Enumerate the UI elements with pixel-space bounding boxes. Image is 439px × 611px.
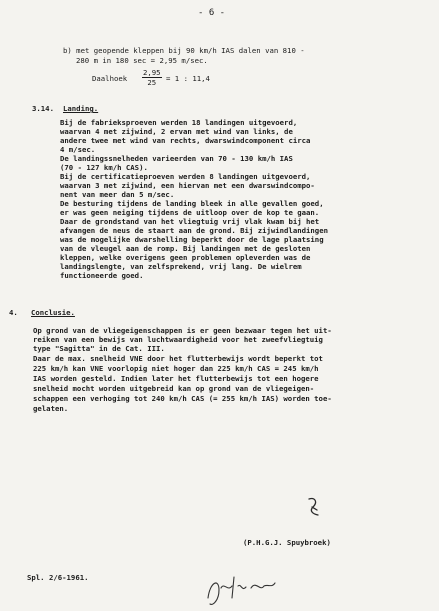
section-314-line-1: Bij de fabrieksproeven werden 18 landingen uitgevoerd, [60, 118, 298, 127]
author-name: (P.H.G.J. Spuybroek) [243, 538, 331, 547]
section-4-line-8: schappen een verhoging tot 240 km/h CAS (= 255 km/h IAS) worden toe- [33, 394, 332, 403]
section-314-line-18: functioneerde goed. [60, 271, 144, 280]
section-4-line-9: gelaten. [33, 404, 69, 413]
initial-mark [304, 496, 324, 520]
section-314-line-6: (70 - 127 km/h CAS). [60, 163, 148, 172]
dive-angle-result: = 1 : 11,4 [166, 74, 210, 83]
section-314-number: 3.14. [32, 104, 54, 113]
section-314-line-2: waarvan 4 met zijwind, 2 ervan met wind van links, de [60, 127, 293, 136]
page-number: - 6 - [198, 8, 226, 18]
section-314-title: Landing. [63, 104, 99, 113]
section-4-title: Conclusie. [31, 308, 75, 317]
section-314-line-14: was de mogelijke dwarshelling beperkt door de lage plaatsing [60, 235, 324, 244]
section-4-line-5: 225 km/h kan VNE voorlopig niet hoger dan 225 km/h CAS = 245 km/h [33, 364, 319, 373]
section-314-line-12: Daar de grondstand van het vliegtuig vrij vlak kwam bij het [60, 217, 320, 226]
section-314-line-4: 4 m/sec. [60, 145, 96, 154]
section-314-line-7: Bij de certificatieproeven werden 8 landingen uitgevoerd, [60, 172, 311, 181]
section-314-line-3: andere twee met wind van rechts, dwarswindcomponent circa [60, 136, 311, 145]
section-314-line-10: De besturing tijdens de landing bleek in alle gevallen goed, [60, 199, 324, 208]
handwritten-signature [204, 568, 278, 608]
footer-date: Spl. 2/6-1961. [27, 573, 89, 582]
item-b-line-2: 280 m in 180 sec = 2,95 m/sec. [76, 56, 208, 65]
section-4-line-4: Daar de max. snelheid VNE door het flutterbewijs wordt beperkt tot [33, 354, 323, 363]
section-314-line-11: er was geen neiging tijdens de uitloop over de kop te gaan. [60, 208, 320, 217]
item-b-line-1: b) met geopende kleppen bij 90 km/h IAS dalen van 810 - [63, 46, 305, 55]
dive-angle-fraction [142, 68, 162, 87]
section-4-line-7: snelheid mocht worden uitgebreid kan op grond van de vliegeigen- [33, 384, 315, 393]
section-4-line-2: reiken van een bewijs van luchtwaardigheid voor het zweefvliegtuig [33, 335, 323, 344]
dive-angle-denominator: 25 [147, 78, 157, 87]
section-4-line-6: IAS worden gesteld. Indien later het flutterbewijs tot een hogere [33, 374, 319, 383]
section-314-line-15: van de vleugel aan de romp. Bij landingen met de gesloten [60, 244, 311, 253]
section-314-line-13: afvangen de neus de staart aan de grond. Bij zijwindlandingen [60, 226, 328, 235]
section-4-line-3: type "Sagitta" in de Cat. III. [33, 344, 165, 353]
section-4-line-1: Op grond van de vliegeigenschappen is er geen bezwaar tegen het uit- [33, 326, 332, 335]
section-314-line-8: waarvan 3 met zijwind, een hiervan met een dwarswindcompo- [60, 181, 315, 190]
section-314-line-9: nent van meer dan 5 m/sec. [60, 190, 175, 199]
section-314-line-17: landingslengte, van zelfsprekend, vrij lang. De wielrem [60, 262, 302, 271]
section-314-line-16: kleppen, welke overigens geen problemen opleverden was de [60, 253, 311, 262]
section-4-number: 4. [9, 308, 18, 317]
dive-angle-numerator: 2,95 [143, 68, 161, 77]
dive-angle-label: Daalhoek [92, 74, 128, 83]
section-314-line-5: De landingssnelheden varieerden van 70 - 130 km/h IAS [60, 154, 293, 163]
